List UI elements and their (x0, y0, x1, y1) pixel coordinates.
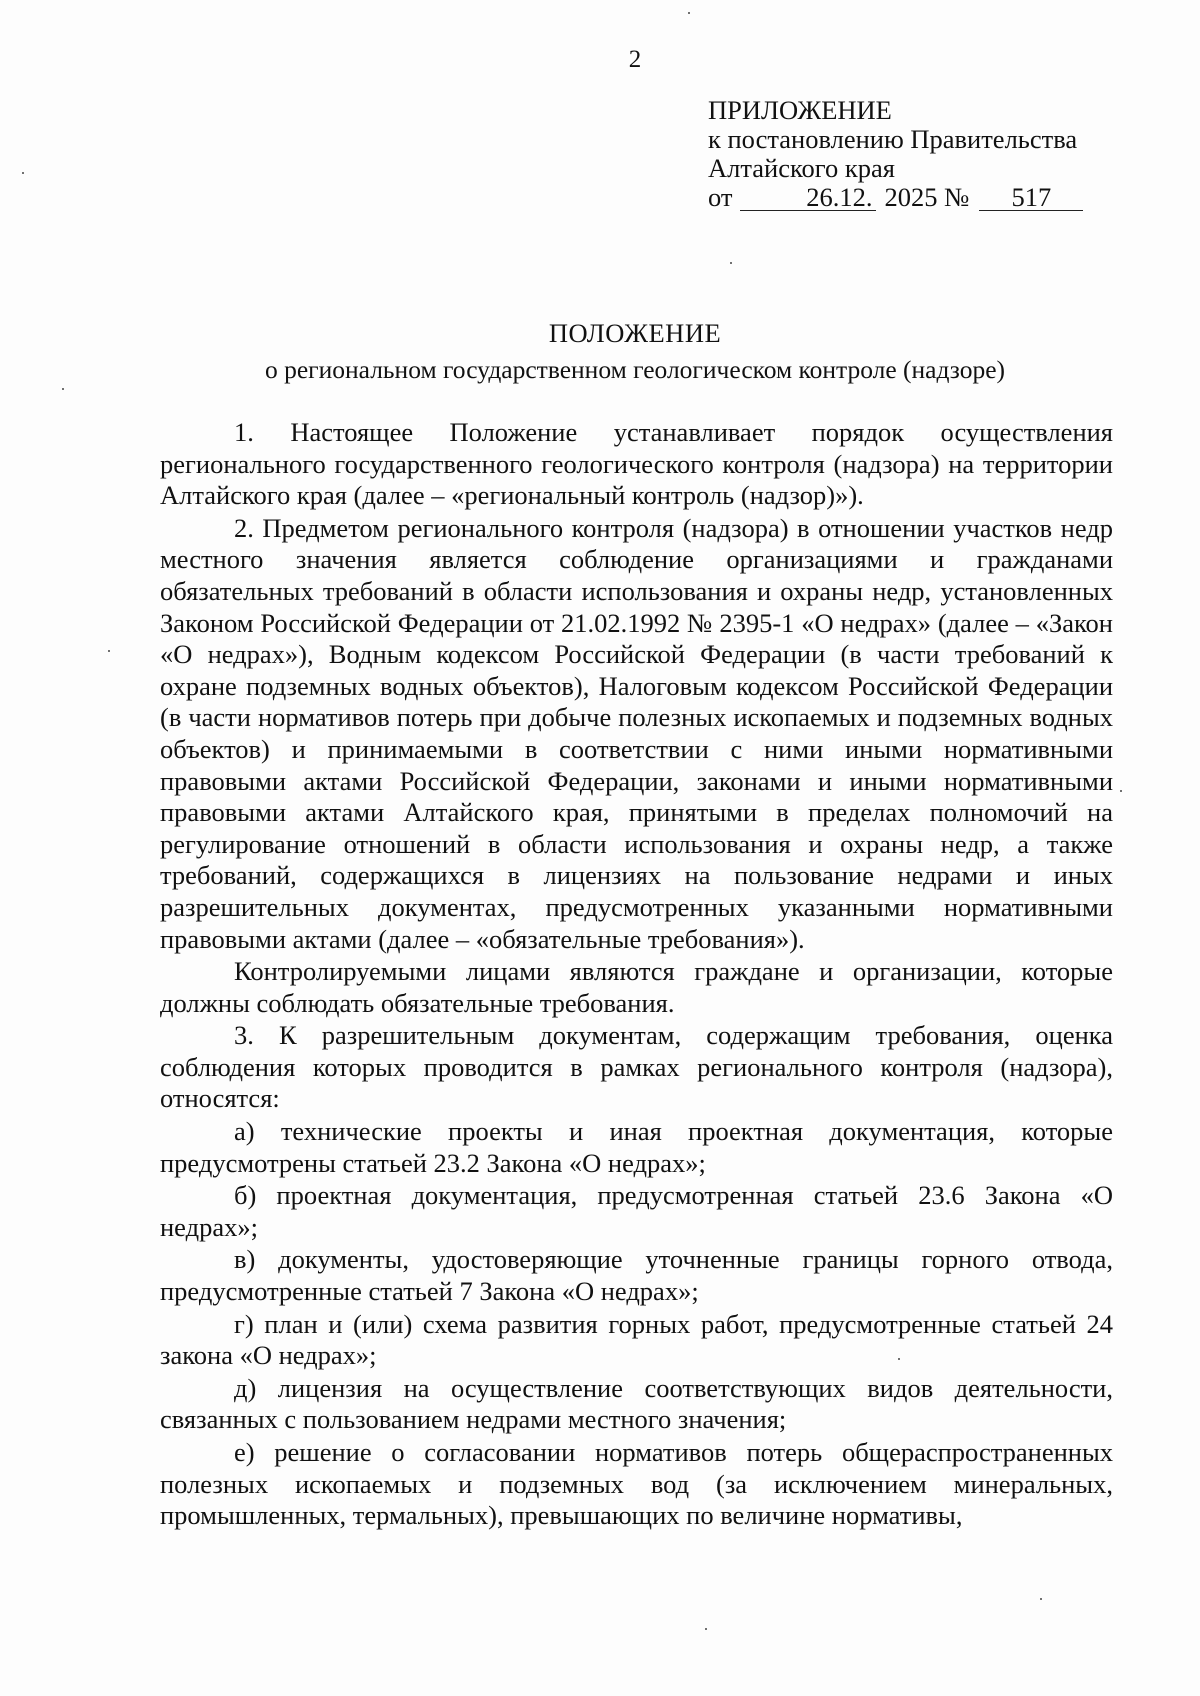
scan-speck (1040, 1598, 1042, 1600)
appendix-date-line (708, 183, 1083, 212)
scan-speck (688, 12, 690, 14)
appendix-title: ПРИЛОЖЕНИЕ (708, 95, 892, 125)
document-body (160, 417, 1113, 1532)
paragraph-1: 1. Настоящее Положение устанавливает порядок осуществления регионального государственного геологического контроля (надзора) на территории Алтайского края (далее – «региональный контроль (надзор)»). (160, 417, 1113, 511)
document-heading (0, 318, 1200, 385)
scan-speck (1120, 790, 1122, 792)
appendix-line-2: Алтайского края (708, 153, 895, 183)
scan-speck (108, 650, 110, 652)
scan-speck (62, 388, 64, 390)
paragraph-2: 2. Предметом регионального контроля (надзора) в отношении участков недр местного значения является соблюдение организациями и гражданами обязательных требований в области использования и охраны недр, установленных Законом Российской Федерации от 21.02.1992 № 2395-1 «О недрах» (далее – «Закон «О недрах»), Водным кодексом Российской Федерации (в части требований к охране подземных водных объектов), Налоговым кодексом Российской Федерации (в части нормативов потерь при добыче полезных ископаемых и подземных водных объектов) и принимаемыми в соответствии с ними иными нормативными правовыми актами Российской Федерации, законами и иными нормативными правовыми актами Алтайского края, принятыми в пределах полномочий на регулирование отношений в области использования и охраны недр, а также требований, содержащихся в лицензиях на пользование недрами и иных разрешительных документах, предусмотренных указанными нормативными правовыми актами (далее – «обязательные требования»). (160, 512, 1113, 954)
paragraph-3: 3. К разрешительным документам, содержащим требования, оценка соблюдения которых проводится в рамках регионального контроля (надзора), относятся: (160, 1020, 1113, 1114)
document-title: ПОЛОЖЕНИЕ (548, 318, 722, 348)
appendix-number: 517 (979, 184, 1083, 211)
appendix-block (708, 96, 1083, 212)
list-item-a: а) технические проекты и иная проектная документация, которые предусмотрены статьей 23.2 Закона «О недрах»; (160, 1116, 1113, 1178)
appendix-date: 26.12. (740, 184, 876, 211)
list-item-d: д) лицензия на осуществление соответствующих видов деятельности, связанных с пользованием недрами местного значения; (160, 1372, 1113, 1435)
appendix-prefix: от (708, 182, 733, 212)
paragraph-controlled-persons: Контролируемыми лицами являются граждане и организации, которые должны соблюдать обязательные требования. (160, 956, 1113, 1018)
appendix-line-1: к постановлению Правительства (708, 124, 1078, 154)
scan-speck (22, 172, 24, 174)
list-item-e: е) решение о согласовании нормативов потерь общераспространенных полезных ископаемых и подземных вод (за исключением минеральных, промышленных, термальных), превышающих по величине нормативы, (160, 1437, 1113, 1531)
scan-speck (705, 1628, 707, 1630)
appendix-year-no: 2025 № (884, 182, 970, 212)
page-number: 2 (628, 46, 642, 73)
list-item-g: г) план и (или) схема развития горных работ, предусмотренные статьей 24 закона «О недрах»; (160, 1308, 1113, 1371)
scan-speck (898, 1358, 900, 1360)
list-item-v: в) документы, удостоверяющие уточненные границы горного отвода, предусмотренные статьей 7 Закона «О недрах»; (160, 1244, 1113, 1307)
document-subtitle: о региональном государственном геологическом контроле (надзоре) (264, 355, 1006, 384)
list-item-b: б) проектная документация, предусмотренная статьей 23.6 Закона «О недрах»; (160, 1180, 1113, 1242)
scan-speck (730, 262, 732, 264)
